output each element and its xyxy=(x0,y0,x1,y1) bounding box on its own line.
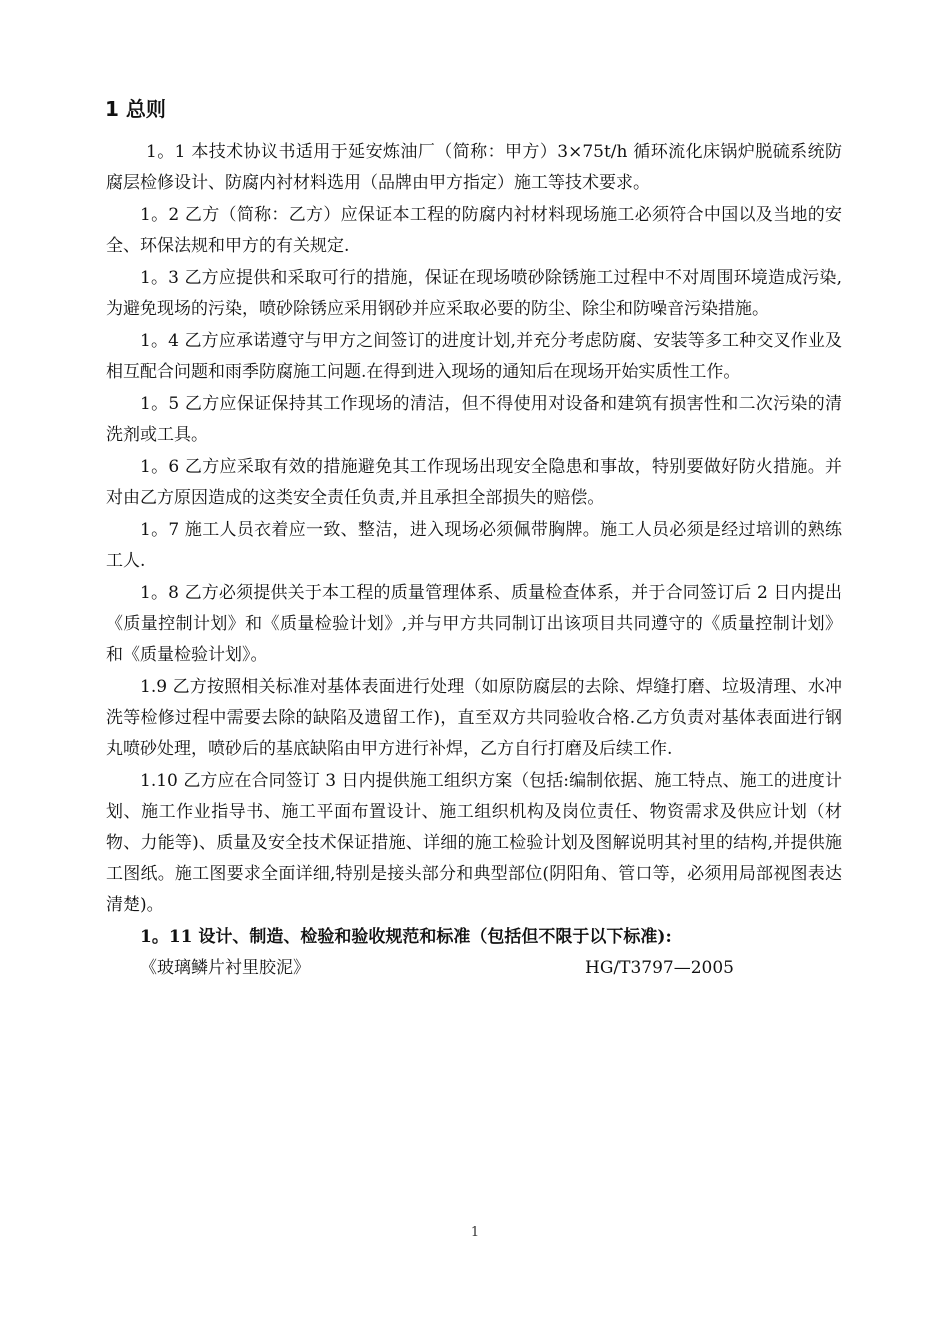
clause-1-9: 1.9 乙方按照相关标准对基体表面进行处理（如原防腐层的去除、焊缝打磨、垃圾清理、水冲洗等检修过程中需要去除的缺陷及遗留工作)，直至双方共同验收合格.乙方负责对基体表面进行钢丸喷砂处理，喷砂后的基底缺陷由甲方进行补焊，乙方自行打磨及后续工作. xyxy=(106,677,842,759)
clause-1-1: 1。1 本技术协议书适用于延安炼油厂（简称：甲方）3×75t/h 循环流化床锅炉脱硫系统防腐层检修设计、防腐内衬材料选用（品牌由甲方指定）施工等技术要求。 xyxy=(106,142,842,193)
clause-1-8: 1。8 乙方必须提供关于本工程的质量管理体系、质量检查体系，并于合同签订后 2 日内提出《质量控制计划》和《质量检验计划》,并与甲方共同制订出该项目共同遵守的《质量控制计划》和《质量检验计划》。 xyxy=(106,583,842,665)
standard-code: HG/T3797—2005 xyxy=(585,958,734,978)
clause-1-2: 1。2 乙方（简称：乙方）应保证本工程的防腐内衬材料现场施工必须符合中国以及当地的安全、环保法规和甲方的有关规定. xyxy=(106,205,842,256)
standard-row xyxy=(106,953,734,984)
clause-1-3: 1。3 乙方应提供和采取可行的措施，保证在现场喷砂除锈施工过程中不对周围环境造成污染,为避免现场的污染，喷砂除锈应采用钢砂并应采取必要的防尘、除尘和防噪音污染措施。 xyxy=(106,268,842,319)
clause-1-6: 1。6 乙方应采取有效的措施避免其工作现场出现安全隐患和事故，特别要做好防火措施。并对由乙方原因造成的这类安全责任负责,并且承担全部损失的赔偿。 xyxy=(106,457,842,508)
clause-1-7: 1。7 施工人员衣着应一致、整洁，进入现场必须佩带胸牌。施工人员必须是经过培训的熟练工人. xyxy=(106,520,842,571)
clause-1-10: 1.10 乙方应在合同签订 3 日内提供施工组织方案（包括:编制依据、施工特点、施工的进度计划、施工作业指导书、施工平面布置设计、施工组织机构及岗位责任、物资需求及供应计划（材物、力能等)、质量及安全技术保证措施、详细的施工检验计划及图解说明其衬里的结构,并提供施工图纸。施工图要求全面详细,特别是接头部分和典型部位(阴阳角、管口等，必须用局部视图表达清楚)。 xyxy=(106,771,842,915)
page-number: 1 xyxy=(470,1225,480,1240)
section-body xyxy=(106,137,842,984)
section-heading: 1 总则 xyxy=(105,97,166,121)
clause-1-5: 1。5 乙方应保证保持其工作现场的清洁，但不得使用对设备和建筑有损害性和二次污染的清洗剂或工具。 xyxy=(106,394,842,445)
clause-1-4: 1。4 乙方应承诺遵守与甲方之间签订的进度计划,并充分考虑防腐、安装等多工种交叉作业及相互配合问题和雨季防腐施工问题.在得到进入现场的通知后在现场开始实质性工作。 xyxy=(106,331,842,382)
clause-1-11-standards-heading: 1。11 设计、制造、检验和验收规范和标准（包括但不限于以下标准): xyxy=(140,927,672,947)
standard-name: 《玻璃鳞片衬里胶泥》 xyxy=(140,958,310,978)
